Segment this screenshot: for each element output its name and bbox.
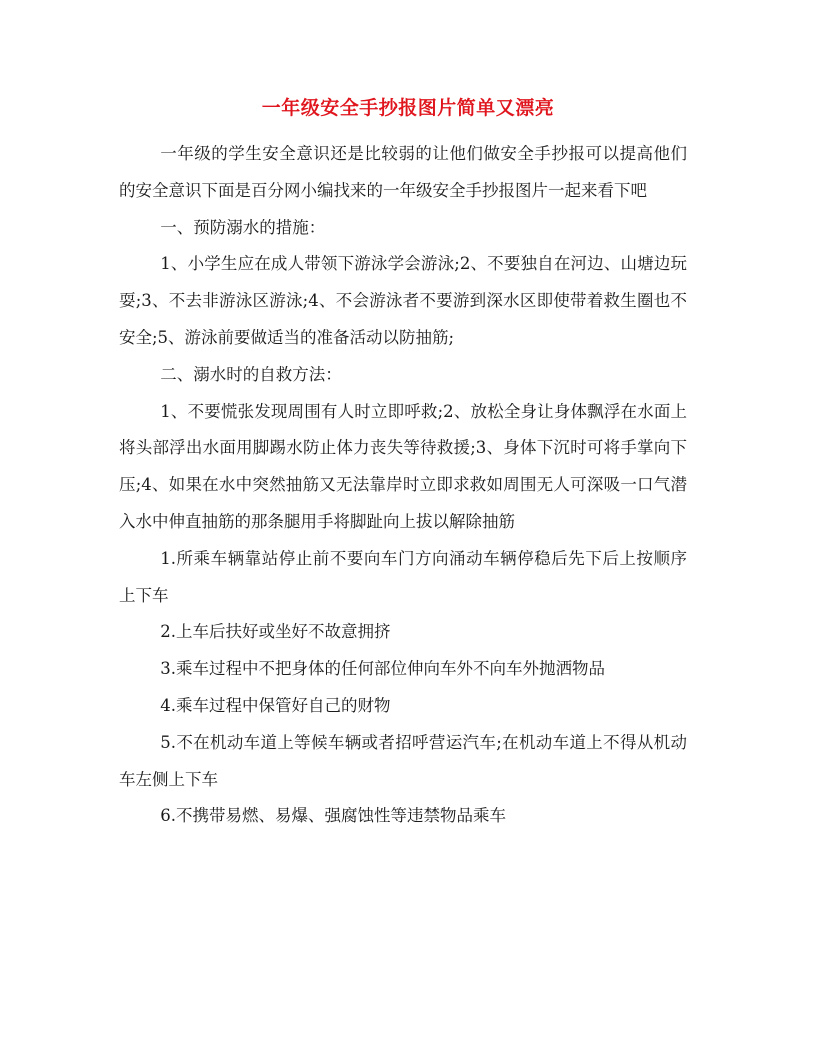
paragraph-bus-rule-5: 5.不在机动车道上等候车辆或者招呼营运汽车;在机动车道上不得从机动车左侧上下车 xyxy=(119,732,687,789)
document-title: 一年级安全手抄报图片简单又漂亮 xyxy=(261,97,555,119)
paragraph-drowning-prevention: 1、小学生应在成人带领下游泳学会游泳;2、不要独自在河边、山塘边玩耍;3、不去非游泳区游泳;4、不会游泳者不要游到深水区即使带着救生圈也不安全;5、游泳前要做适当的准备活动以防抽筋; xyxy=(119,254,687,347)
paragraph-self-rescue: 1、不要慌张发现周围有人时立即呼救;2、放松全身让身体飘浮在水面上将头部浮出水面用脚踢水防止体力丧失等待救援;3、身体下沉时可将手掌向下压;4、如果在水中突然抽筋又无法靠岸时立即求救如周围无人可深吸一口气潜入水中伸直抽筋的那条腿用手将脚趾向上拔以解除抽筋 xyxy=(119,401,687,531)
paragraph-bus-rule-3: 3.乘车过程中不把身体的任何部位伸向车外不向车外抛洒物品 xyxy=(160,659,605,679)
paragraph-bus-rule-6: 6.不携带易燃、易爆、强腐蚀性等违禁物品乘车 xyxy=(160,806,506,826)
paragraph-intro: 一年级的学生安全意识还是比较弱的让他们做安全手抄报可以提高他们的安全意识下面是百分网小编找来的一年级安全手抄报图片一起来看下吧 xyxy=(119,144,687,200)
paragraph-bus-rule-4: 4.乘车过程中保管好自己的财物 xyxy=(160,695,391,715)
heading-drowning-prevention: 一、预防溺水的措施： xyxy=(160,217,326,237)
heading-self-rescue: 二、溺水时的自救方法： xyxy=(160,364,342,384)
paragraph-bus-rule-2: 2.上车后扶好或坐好不故意拥挤 xyxy=(160,622,391,642)
document-body xyxy=(119,136,687,835)
paragraph-bus-rule-1: 1.所乘车辆靠站停止前不要向车门方向涌动车辆停稳后先下后上按顺序上下车 xyxy=(119,548,687,605)
